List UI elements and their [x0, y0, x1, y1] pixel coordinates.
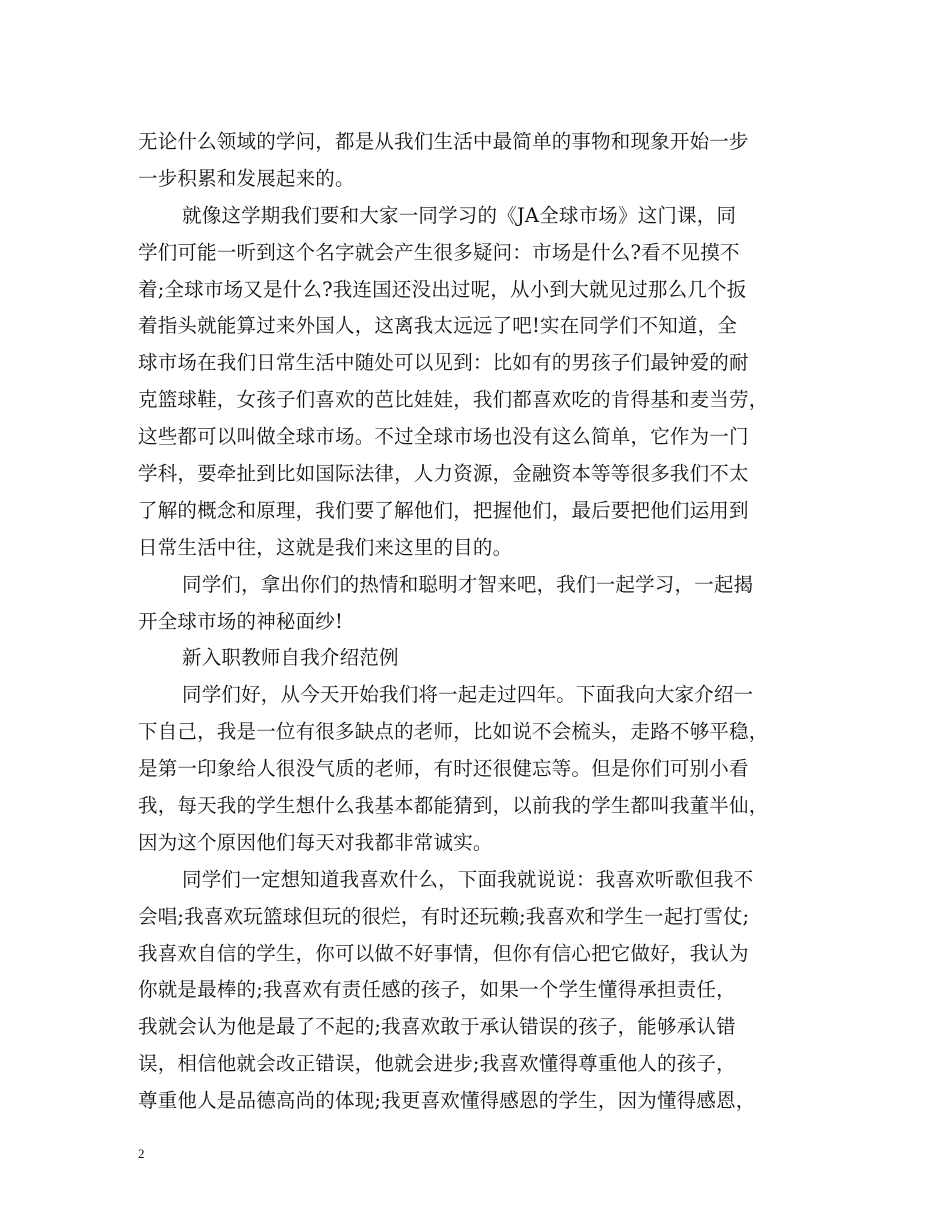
- text-line: 着;全球市场又是什么?我连国还没出过呢，从小到大就见过那么几个扳: [138, 277, 747, 301]
- section-heading: 新入职教师自我介绍范例: [182, 646, 399, 670]
- text-line: 一步积累和发展起来的。: [138, 166, 355, 190]
- text-line: 了解的概念和原理，我们要了解他们，把握他们，最后要把他们运用到: [138, 498, 749, 522]
- text-line: 尊重他人是品德高尚的体现;我更喜欢懂得感恩的学生，因为懂得感恩，: [138, 1089, 756, 1113]
- text-line: 我，每天我的学生想什么我基本都能猜到，以前我的学生都叫我董半仙，: [138, 794, 769, 818]
- text-line: 是第一印象给人很没气质的老师，有时还很健忘等。但是你们可别小看: [138, 757, 749, 781]
- text-line: 你就是最棒的;我喜欢有责任感的孩子，如果一个学生懂得承担责任，: [138, 978, 736, 1002]
- text-line: 学科，要牵扯到比如国际法律，人力资源，金融资本等等很多我们不太: [138, 462, 749, 486]
- text-line: 开全球市场的神秘面纱!: [138, 609, 344, 633]
- text-line: 日常生活中往，这就是我们来这里的目的。: [138, 535, 513, 559]
- text-line: 误，相信他就会改正错误，他就会进步;我喜欢懂得尊重他人的孩子，: [138, 1052, 736, 1076]
- text-line: 着指头就能算过来外国人，这离我太远远了吧!实在同学们不知道，全: [138, 314, 738, 338]
- text-line: 球市场在我们日常生活中随处可以见到：比如有的男孩子们最钟爱的耐: [138, 351, 749, 375]
- body-text: [138, 124, 818, 1120]
- text-line: 这些都可以叫做全球市场。不过全球市场也没有这么简单，它作为一门: [138, 425, 749, 449]
- text-line: 同学们，拿出你们的热情和聪明才智来吧，我们一起学习，一起揭: [182, 572, 754, 596]
- text-line: 就像这学期我们要和大家一同学习的《JA全球市场》这门课，同: [182, 203, 737, 227]
- text-line: 下自己，我是一位有很多缺点的老师，比如说不会梳头，走路不够平稳，: [138, 720, 769, 744]
- text-line: 无论什么领域的学问，都是从我们生活中最简单的事物和现象开始一步: [138, 130, 749, 153]
- text-line: 会唱;我喜欢玩篮球但玩的很烂，有时还玩赖;我喜欢和学生一起打雪仗;: [138, 904, 750, 928]
- text-line: 学们可能一听到这个名字就会产生很多疑问：市场是什么?看不见摸不: [138, 240, 740, 264]
- text-line: 克篮球鞋，女孩子们喜欢的芭比娃娃，我们都喜欢吃的肯得基和麦当劳，: [138, 388, 769, 412]
- text-line: 我喜欢自信的学生，你可以做不好事情，但你有信心把它做好，我认为: [138, 941, 749, 965]
- page-number: 2: [138, 1146, 145, 1161]
- text-line: 同学们好，从今天开始我们将一起走过四年。下面我向大家介绍一: [182, 683, 754, 707]
- text-line: 同学们一定想知道我喜欢什么，下面我就说说：我喜欢听歌但我不: [182, 867, 754, 891]
- text-line: 因为这个原因他们每天对我都非常诚实。: [138, 830, 493, 854]
- text-line: 我就会认为他是最了不起的;我喜欢敢于承认错误的孩子，能够承认错: [138, 1015, 736, 1039]
